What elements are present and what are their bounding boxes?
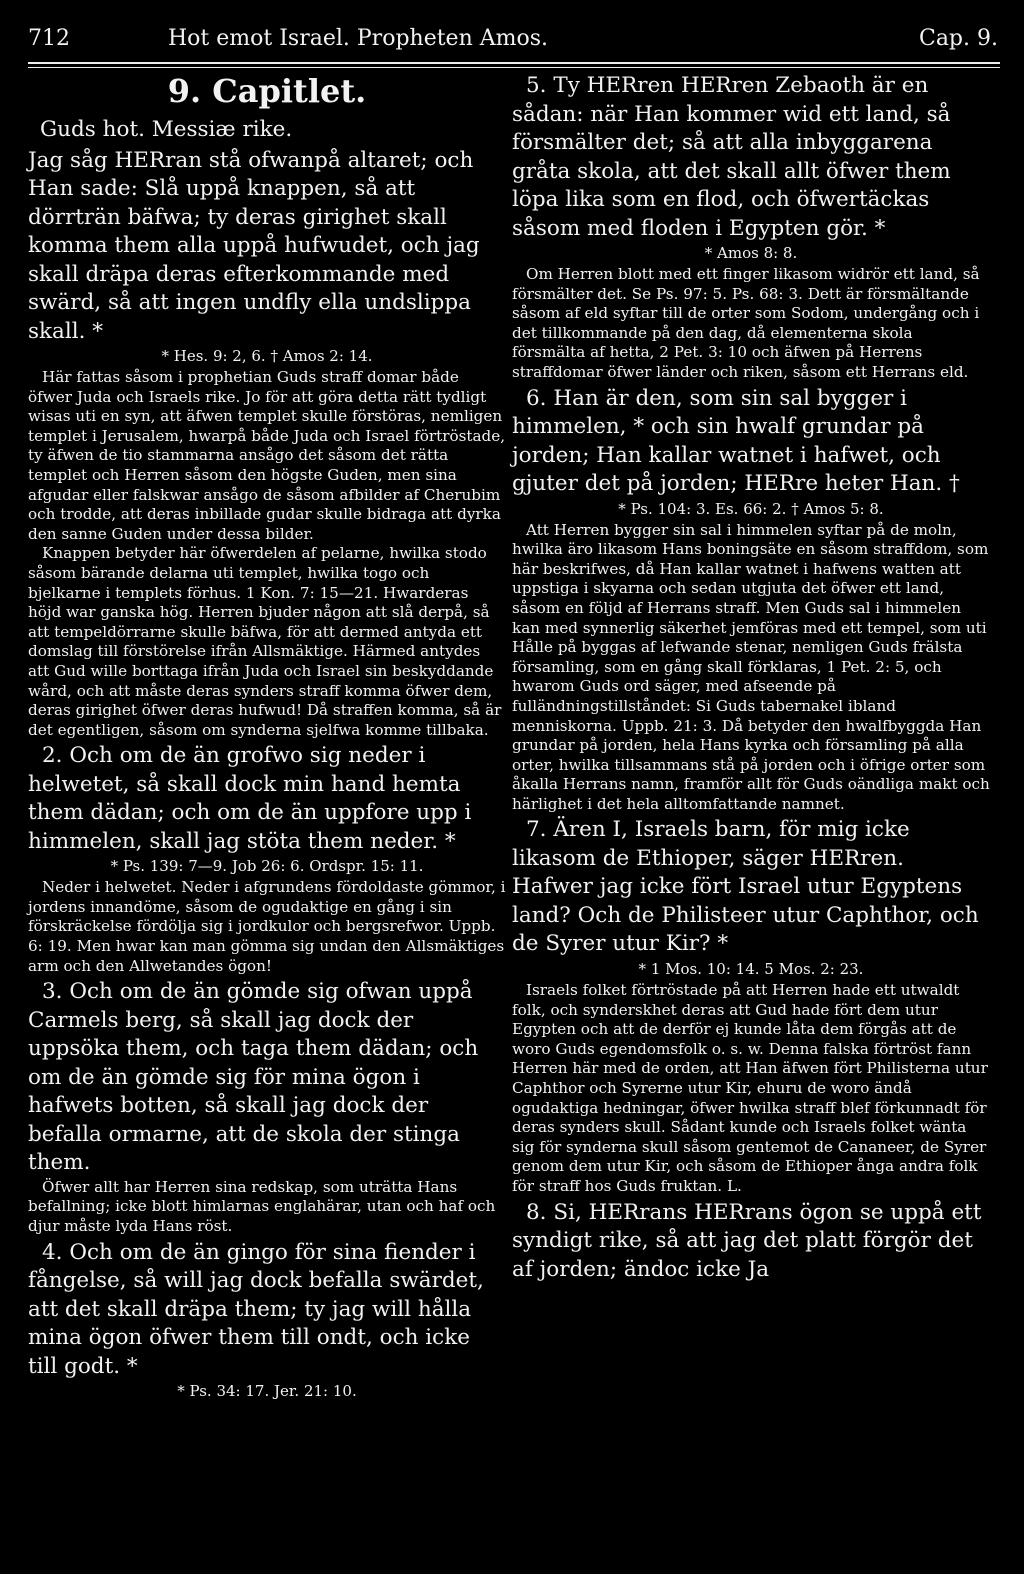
right-column: [512, 72, 990, 1284]
header-rule: [28, 62, 1000, 64]
verse-5-references: * Amos 8: 8.: [704, 244, 798, 262]
verse-6-references: * Ps. 104: 3. Es. 66: 2. † Amos 5: 8.: [618, 499, 884, 518]
verse-5: 5. Ty HERren HERren Zebaoth är en sådan: när Han kommer wid ett land, så försmälter det; så att alla inbyggarena gråta skola, att det skall allt öfwer them löpa lika som en flod, och öfwertäckas såsom med floden i Egypten gör. *: [512, 73, 951, 241]
verse-4: 4. Och om de än gingo för sina fiender i fångelse, så will jag dock befalla swärdet, att det skall dräpa them; ty jag will hålla mina ögon öfwer them till ondt, och icke till godt. *: [28, 1239, 484, 1379]
verse-2: 2. Och om de än grofwo sig neder i helwetet, så skall dock min hand hemta them dädan; och om de än uppfore upp i himmelen, skall jag stöta them neder. *: [28, 743, 472, 854]
verse-4-references: * Ps. 34: 17. Jer. 21: 10.: [177, 1382, 357, 1401]
verse-3: 3. Och om de än gömde sig ofwan uppå Carmels berg, så skall jag dock der uppsöka them, och taga them dädan; och om de än gömde sig för mina ögon i hafwets botten, så skall jag dock der befalla ormarne, att de skola der stinga them.: [28, 979, 479, 1176]
verse-1: Jag såg HERran stå ofwanpå altaret; och Han sade: Slå uppå knappen, så att dörrträn bäfwa; ty deras girighet skall komma them alla uppå hufwudet, och jag skall dräpa deras efterkommande med swärd, så att ingen undfly ella undslippa skall. *: [28, 147, 480, 344]
note-2: Neder i helwetet. Neder i afgrundens fördoldaste gömmor, i jordens innandöme, såsom de ogudaktige en gång i sin förskräckelse fördölja sig i jordkulor och bergsrefwor. Uppb. 6: 19. Men hwar kan man gömma sig undan den Allsmäktiges arm och den Allwetandes ögon!: [28, 878, 506, 975]
chapter-summary: Guds hot. Messiæ rike.: [40, 117, 293, 142]
chapter-title: 9. Capitlet.: [167, 72, 367, 110]
verse-8: 8. Si, HERrans HERrans ögon se uppå ett syndigt rike, så att jag det platt förgör det af jorden; ändoc icke Ja: [512, 1199, 982, 1282]
note-7: Israels folket förtröstade på att Herren hade ett utwaldt folk, och synderskhet deras att Gud hade fört dem utur Egypten och att de derför ej kunde låta dem förgås att de woro Guds egendomsfolk o. s. w. Denna falska förtröst fann Herren här med de orden, att Han äfwen fört Philisterna utur Caphthor och Syrerne utur Kir, ehuru de woro ändå ogudaktiga hedningar, öfwer hwilka straff blef förkunnadt för deras synders skull. Sådant kunde och Israels folket wänta sig för synderna skull såsom gentemot de Cananeer, de Syrer genom dem utur Kir, och såsom de Ethioper ånga andra folk för straff hos Guds fruktan. L.: [512, 980, 988, 1195]
verse-7-references: * 1 Mos. 10: 14. 5 Mos. 2: 23.: [638, 959, 864, 978]
note-6: Att Herren bygger sin sal i himmelen syftar på de moln, hwilka äro likasom Hans boningsäte en såsom straffdom, som här beskrifwes, då Han kallar watnet i hafwens watten att uppstiga i skyarna och sedan utgjuta det öfwer ett land, såsom en följd af Herrans straff. Men Guds sal i himmelen kan med synnerlig säkerhet jemföras med ett tempel, som uti Hålle på byggas af lefwande stenar, nemligen Guds frälsta församling, som en gång skall förklaras, 1 Pet. 2: 5, och hwarom Guds ord säger, med afseende på fulländningstillståndet: Si Guds tabernakel ibland menniskorna. Uppb. 21: 3. Då betyder den hwalfbyggda Han grundar på jorden, hela Hans kyrka och församling på alla orter, hwilka tillsammans stå på jorden och i öfrige orter som åkalla Herrans namn, framför allt för Guds oändliga makt och härlighet i det hela alltomfattande namnet.: [512, 520, 990, 813]
chapter-reference: Cap. 9.: [918, 26, 998, 51]
verse-6: 6. Han är den, som sin sal bygger i himmelen, * och sin hwalf grundar på jorden; Han kallar watnet i hafwet, och gjuter det på jorden; HERre heter Han. †: [512, 385, 960, 497]
running-title: Hot emot Israel. Propheten Amos.: [168, 26, 549, 51]
page-number: 712: [28, 26, 70, 51]
verse-7: 7. Ären I, Israels barn, för mig icke likasom de Ethioper, säger HERren. Hafwer jag icke fört Israel utur Egyptens land? Och de Philisteer utur Caphthor, och de Syrer utur Kir? *: [512, 817, 979, 957]
note-3: Öfwer allt har Herren sina redskap, som uträtta Hans befallning; icke blott himlarnas englahärar, utan och haf och djur måste lyda Hans röst.: [28, 1177, 496, 1235]
page-header: [28, 26, 998, 60]
left-column: [28, 72, 506, 1403]
header-rule-thin: [28, 67, 1000, 68]
note-1-b: Knappen betyder här öfwerdelen af pelarne, hwilka stodo såsom bärande delarna uti templet, hwilka togo och bjelkarne i templets förhus. 1 Kon. 7: 15—21. Hwarderas höjd war ganska hög. Herren bjuder någon att slå derpå, så att tempeldörrarne skulle bäfwa, för att dermed antyda ett domslag till förstörelse ifrån Allsmäktige. Härmed antydes att Gud wille borttaga ifrån Juda och Israel sin beskyddande wård, och att måste deras synders straff komma öfwer dem, deras girighet öfwer deras hufwud! Då straffen komma, så är det egentligen, såsom om synderna sjelfwa komme tillbaka.: [28, 544, 502, 739]
note-5: Om Herren blott med ett finger likasom widrör ett land, så försmälter det. Se Ps. 97: 5. Ps. 68: 3. Dett är försmältande såsom af eld syftar till de orter som Sodom, undergång och i det tillkommande på den dag, då elementerna skola försmälta af hetta, 2 Pet. 3: 10 och äfwen på Herrens straffdomar öfwer länder och riken, såsom ett Herrans eld.: [512, 265, 980, 381]
verse-2-references: * Ps. 139: 7—9. Job 26: 6. Ordspr. 15: 11.: [110, 857, 424, 876]
note-1-a: Här fattas såsom i prophetian Guds straff domar både öfwer Juda och Israels rike. Jo för att göra detta rätt tydligt wisas uti en syn, att äfwen templet skulle förstöras, nemligen templet i Jerusalem, hwarpå både Juda och Israel förtröstade, ty äfwen de tio stammarna ansågo det såsom det rätta templet och Herren såsom den högste Guden, men sina afgudar eller falskwar ansågo de såsom afbilder af Cherubim och trodde, att deras inbillade gudar skulle bidraga att dyrka den sanne Guden under dessa bilder.: [28, 368, 506, 543]
verse-1-references: * Hes. 9: 2, 6. † Amos 2: 14.: [161, 347, 373, 365]
